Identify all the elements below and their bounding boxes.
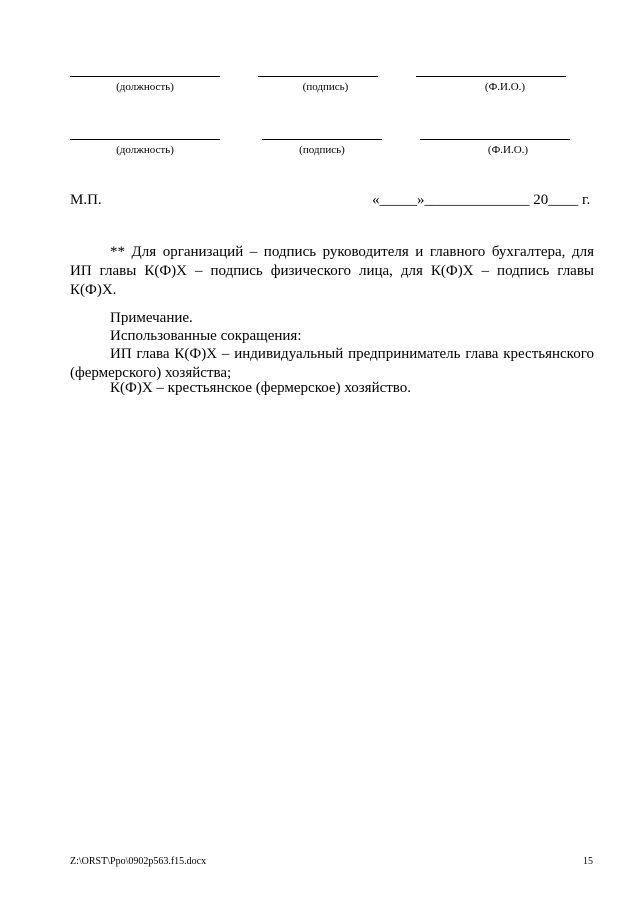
- name-caption-2: (Ф.И.О.): [487, 144, 529, 156]
- abbreviation-2: К(Ф)Х – крестьянское (фермерское) хозяйство.: [110, 380, 412, 396]
- footnote: ** Для организаций – подпись руководителя и главного бухгалтера, для ИП главы К(Ф)Х – подпись физического лица, для К(Ф)Х – подпись главы К(Ф)Х.: [70, 244, 594, 298]
- signature-caption-1: (подпись): [302, 81, 349, 93]
- note-subtitle: Использованные сокращения:: [110, 328, 302, 344]
- name-line-1: [416, 76, 566, 77]
- position-line-2: [70, 139, 220, 140]
- position-caption-2: (должность): [116, 144, 174, 156]
- note-title: Примечание.: [110, 310, 193, 326]
- stamp-label: М.П.: [70, 192, 102, 208]
- page-number: 15: [583, 856, 593, 867]
- date-line: «_____»______________ 20____ г.: [372, 192, 591, 208]
- abbreviation-1: ИП глава К(Ф)Х – индивидуальный предприниматель глава крестьянского (фермерского) хозяйства;: [70, 346, 594, 381]
- footer-file-path: Z:\ORST\Ppo\0902p563.f15.docx: [70, 856, 207, 867]
- name-caption-1: (Ф.И.О.): [484, 81, 526, 93]
- position-line-1: [70, 76, 220, 77]
- signature-line-2: [262, 139, 382, 140]
- position-caption-1: (должность): [116, 81, 174, 93]
- signature-line-1: [258, 76, 378, 77]
- name-line-2: [420, 139, 570, 140]
- signature-caption-2: (подпись): [299, 144, 345, 156]
